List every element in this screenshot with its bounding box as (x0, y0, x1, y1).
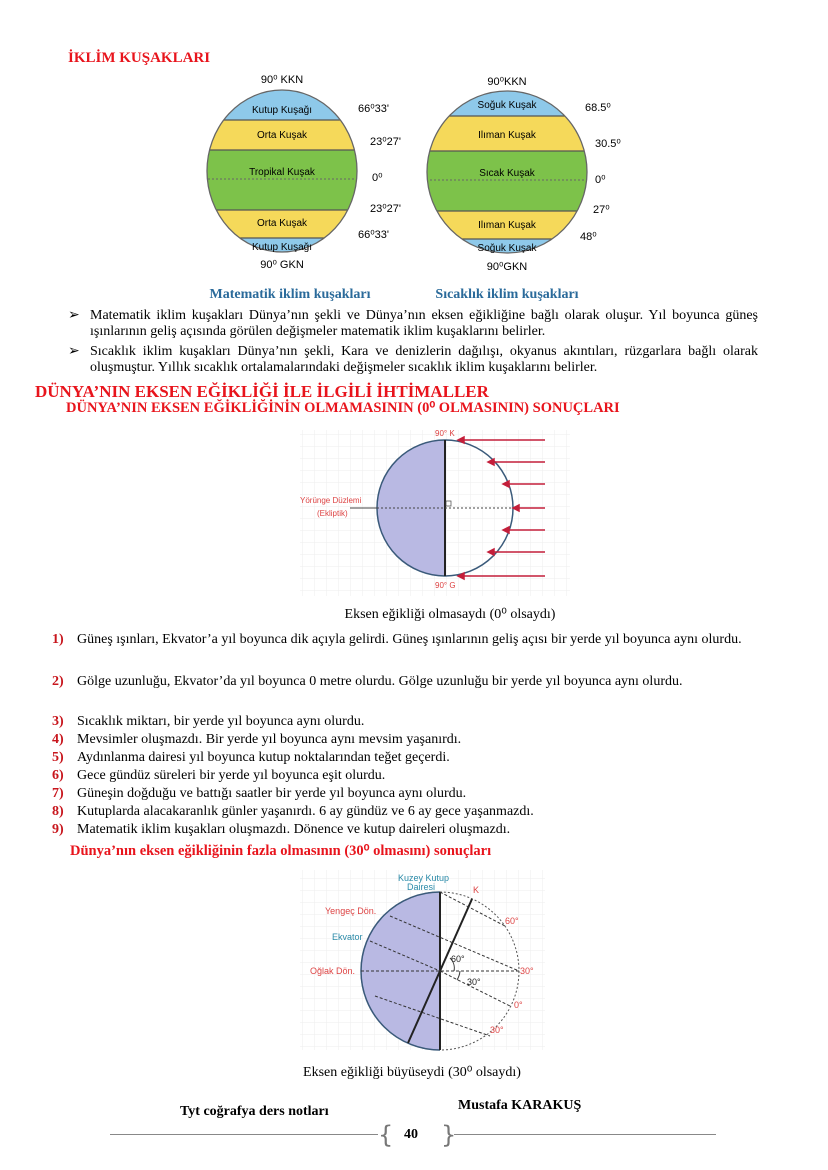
arctic-circle-label: Kuzey Kutup (398, 873, 450, 883)
math-caption: Matematik iklim kuşakları (209, 287, 371, 302)
zone-label: Soğuk Kuşak (477, 243, 537, 254)
zone-label: Orta Kuşak (256, 218, 308, 229)
heading-30-tilt: Dünya’nın eksen eğikliğinin fazla olmasının (30⁰ olmasını) sonuçları (70, 843, 492, 859)
zone-label: Kutup Kuşağı (251, 105, 313, 116)
tilt-30-caption: Eksen eğikliği büyüseydi (30⁰ olsaydı) (303, 1065, 521, 1080)
list-item: 9) Matematik iklim kuşakları oluşmazdı. Dönence ve kutup daireleri oluşmazdı. (52, 822, 511, 837)
page-bracket-left: { (378, 1121, 394, 1149)
footer-author: Mustafa KARAKUŞ (458, 1098, 582, 1113)
heading-no-tilt: DÜNYA’NIN EKSEN EĞİKLİĞİNİN OLMAMASININ (0⁰ OLMASININ) SONUÇLARI (66, 400, 620, 416)
ecliptic-label: (Ekliptik) (317, 509, 348, 518)
tropic-capricorn-label: Oğlak Dön. (310, 966, 356, 976)
lat-label: 60° (505, 916, 519, 926)
south-label: 90° G (435, 581, 456, 590)
zone-label: Ilıman Kuşak (478, 220, 536, 231)
zone-label: Sıcak Kuşak (479, 168, 535, 179)
climate-zones-figure (190, 68, 650, 308)
heading-possibilities: DÜNYA’NIN EKSEN EĞİKLİĞİ İLE İLGİLİ İHTİMALLER (35, 382, 489, 401)
heat-top-label: 90⁰KKN (487, 76, 527, 88)
bullet-item: ➢ Sıcaklık iklim kuşakları Dünya’nın şekli, Kara ve denizlerin dağılışı, okyanus akıntıları, rüzgarlara bağlı olarak oluşmuştur. Yıllık sıcaklık ortalamalarındaki değişmeler sıcaklık iklim kuşaklarını belirler. (68, 344, 758, 375)
heat-caption: Sıcaklık iklim kuşakları (435, 287, 579, 302)
north-label: K (473, 885, 480, 895)
equator-label: Ekvator (332, 932, 363, 942)
list-item: 8) Kutuplarda alacakaranlık günler yaşanırdı. 6 ay gündüz ve 6 ay gece yaşanmazdı. (52, 804, 534, 819)
arctic-circle-label: Dairesi (407, 882, 436, 892)
footer-divider (110, 1134, 378, 1135)
list-item: 2) Gölge uzunluğu, Ekvator’da yıl boyunca 0 metre olurdu. Gölge uzunluğu bir yerde yıl boyunca aynı olurdu. (52, 674, 683, 689)
north-label: 90° K (435, 429, 455, 438)
lat-label: 48⁰ (580, 231, 597, 243)
tropic-cancer-label: Yengeç Dön. (325, 906, 377, 916)
zone-label: Kutup Kuşağı (251, 242, 313, 253)
zone-label: Orta Kuşak (256, 130, 308, 141)
bullet-item: ➢ Matematik iklim kuşakları Dünya’nın şekli ve Dünya’nın eksen eğikliğine bağlı olarak oluşur. Yıl boyunca güneş ışınlarının geliş açısında görülen değişmeler matematik iklim kuşaklarını belirler. (68, 308, 758, 339)
no-tilt-caption: Eksen eğikliği olmasaydı (0⁰ olsaydı) (344, 607, 556, 622)
footer-divider (454, 1134, 716, 1135)
lat-label: 66⁰33' (358, 103, 389, 115)
lat-label: 0⁰ (595, 174, 606, 186)
footer-course: Tyt coğrafya ders notları (180, 1104, 329, 1119)
lat-label: 30° (490, 1025, 504, 1035)
list-item: 7) Güneşin doğduğu ve battığı saatler bir yerde yıl boyunca aynı olurdu. (52, 786, 467, 801)
lat-label: 0° (514, 1000, 523, 1010)
list-item: 4) Mevsimler oluşmazdı. Bir yerde yıl boyunca aynı mevsim yaşanırdı. (52, 732, 462, 747)
list-item: 1) Güneş ışınları, Ekvator’a yıl boyunca dik açıyla gelirdi. Güneş ışınlarının geliş açısı bir yerde yıl boyunca aynı olurdu. (52, 632, 742, 647)
zone-label: Soğuk Kuşak (477, 100, 537, 111)
math-top-label: 90⁰ KKN (260, 74, 304, 86)
list-item: 5) Aydınlanma dairesi yıl boyunca kutup noktalarından teğet geçerdi. (52, 750, 450, 765)
lat-label: 23⁰27' (370, 136, 401, 148)
zone-label: Tropikal Kuşak (249, 167, 315, 178)
angle-label: 60° (451, 954, 465, 964)
lat-label: 66⁰33' (358, 229, 389, 241)
section-title: İKLİM KUŞAKLARI (68, 50, 211, 66)
no-tilt-figure (290, 422, 580, 622)
page-number: 40 (404, 1127, 418, 1142)
lat-label: 0⁰ (372, 172, 383, 184)
lat-label: 30° (520, 966, 534, 976)
lat-label: 68.5⁰ (585, 102, 611, 114)
lat-label: 23⁰27' (370, 203, 401, 215)
heat-bottom-label: 90⁰GKN (486, 261, 528, 273)
orbit-plane-label: Yörünge Düzlemi (300, 496, 362, 505)
list-item: 3) Sıcaklık miktarı, bir yerde yıl boyunca aynı olurdu. (52, 714, 365, 729)
lat-label: 27⁰ (593, 204, 610, 216)
zone-label: Ilıman Kuşak (478, 130, 536, 141)
tilt-30-figure (290, 866, 560, 1081)
page-bracket-right: } (441, 1121, 457, 1149)
math-bottom-label: 90⁰ GKN (260, 259, 304, 271)
list-item: 6) Gece gündüz süreleri bir yerde yıl boyunca eşit olurdu. (52, 768, 386, 783)
lat-label: 30.5⁰ (595, 138, 621, 150)
angle-label: 30° (467, 977, 481, 987)
